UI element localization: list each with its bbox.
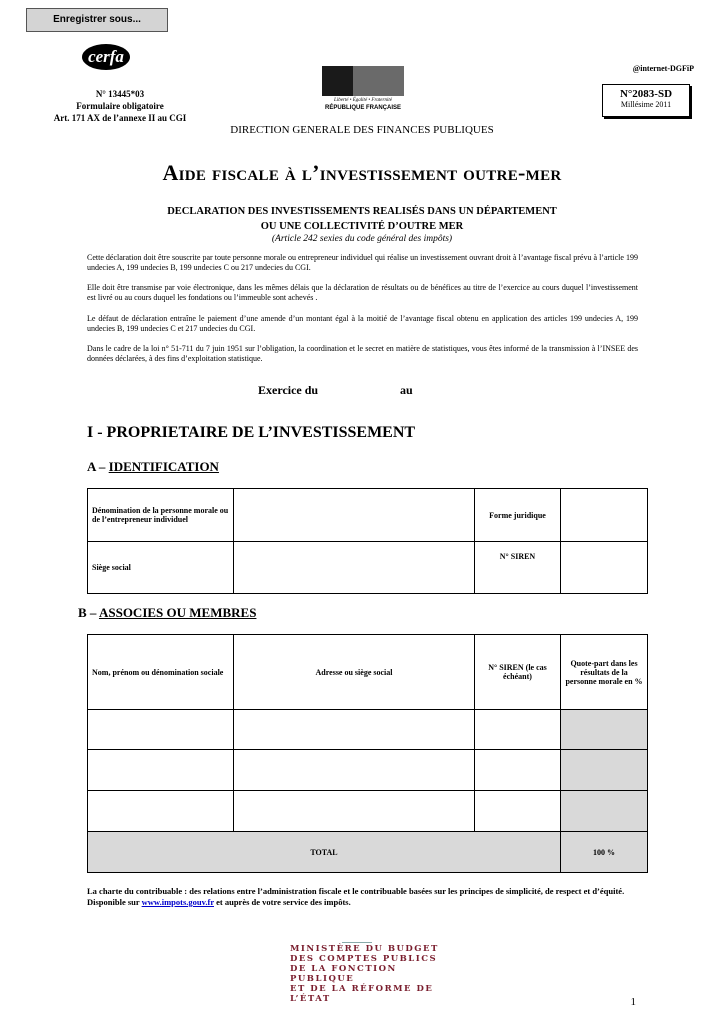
paragraph-1: Cette déclaration doit être souscrite par toute personne morale ou entrepreneur individuel qui réalise un investissement ouvrant droit à l’avantage fiscal prévu à l’article 199 undecies A, 199 undecies B, 199 undecies C ou 217 undecies du CGI. <box>87 253 638 272</box>
member-share-field[interactable] <box>561 710 648 750</box>
section-title: I - PROPRIETAIRE DE L’INVESTISSEMENT <box>87 424 416 441</box>
total-row <box>88 832 648 873</box>
member-siren-field[interactable] <box>475 750 561 791</box>
siren-label: N° SIREN <box>475 542 561 594</box>
member-address-field[interactable] <box>234 750 475 791</box>
member-share-field[interactable] <box>561 750 648 791</box>
members-table <box>87 634 648 873</box>
forme-field[interactable] <box>561 489 648 542</box>
header-share: Quote-part dans les résultats de la personne morale en % <box>561 635 648 710</box>
member-address-field[interactable] <box>234 710 475 750</box>
paragraph-3: Le défaut de déclaration entraîne le paiement d’une amende d’un montant égal à la moitié de l’avantage fiscal obtenu en application des articles 199 undecies A, 199 undecies B, 199 undecies C et 217 undecies du CGI. <box>87 314 638 333</box>
ministry-line-4: ET DE LA RÉFORME DE L’ÉTAT <box>290 984 434 1004</box>
republic-motto: Liberté • Égalité • Fraternité <box>334 98 392 103</box>
save-as-button[interactable]: Enregistrer sous... <box>26 8 168 32</box>
member-siren-field[interactable] <box>475 791 561 832</box>
paragraph-2: Elle doit être transmise par voie électronique, dans les mêmes délais que la déclaration de résultats ou de bénéfices au titre de l’exercice au cours duquel l’investissement est livré ou au cours duquel les fondations ou l’immeuble sont achevés . <box>87 283 638 302</box>
sd-number: N°2083-SD <box>619 88 673 100</box>
page-title: Aide fiscale à l’investissement outre-mer <box>162 160 562 185</box>
millesime: Millésime 2011 <box>620 100 672 109</box>
direction-title: DIRECTION GENERALE DES FINANCES PUBLIQUES <box>230 124 494 136</box>
member-name-field[interactable] <box>88 710 234 750</box>
member-share-field[interactable] <box>561 791 648 832</box>
internet-dgfip-label: @internet-DGFiP <box>632 64 694 73</box>
subtitle <box>0 204 724 234</box>
form-number: N° 13445*03 <box>95 89 145 99</box>
subsection-identification <box>87 459 219 475</box>
marianne-logo <box>322 66 404 116</box>
subsection-prefix: B – <box>78 605 99 620</box>
marianne-icon <box>322 66 404 96</box>
header-siren: N° SIREN (le cas échéant) <box>475 635 561 710</box>
subsection-members <box>78 605 256 621</box>
page-number: 1 <box>630 996 636 1008</box>
member-address-field[interactable] <box>234 791 475 832</box>
form-mandatory: Formulaire obligatoire <box>76 101 164 111</box>
charter-notice <box>87 886 647 908</box>
exercise-to-label: au <box>400 383 413 397</box>
denomination-field[interactable] <box>234 489 475 542</box>
republic-label: RÉPUBLIQUE FRANÇAISE <box>324 105 401 111</box>
member-siren-field[interactable] <box>475 710 561 750</box>
header-address: Adresse ou siège social <box>234 635 475 710</box>
ministry-line-3: DE LA FONCTION PUBLIQUE <box>290 964 397 984</box>
article-reference: (Article 242 sexies du code général des impôts) <box>271 234 453 244</box>
identification-table <box>87 488 648 594</box>
ministry-logo <box>272 924 444 1004</box>
paragraph-4: Dans le cadre de la loi n° 51-711 du 7 juin 1951 sur l’obligation, la coordination et le secret en matière de statistiques, vous êtes informé de la transmission à l’INSEE des données déclarées, à des fins d’exploitation statistique. <box>87 344 638 363</box>
denomination-label: Dénomination de la personne morale ou de l’entrepreneur individuel <box>88 489 234 542</box>
ministry-line-1: MINISTÈRE DU BUDGET <box>290 944 439 954</box>
subsection-prefix: A – <box>87 459 109 474</box>
impots-link[interactable]: www.impots.gouv.fr <box>141 897 214 907</box>
member-name-field[interactable] <box>88 750 234 791</box>
subtitle-line-2: OU UNE COLLECTIVITÉ D’OUTRE MER <box>260 221 464 232</box>
subtitle-line-1: DECLARATION DES INVESTISSEMENTS REALISÉS DANS UN DÉPARTEMENT <box>167 206 557 217</box>
member-name-field[interactable] <box>88 791 234 832</box>
subsection-label: ASSOCIES OU MEMBRES <box>98 605 257 620</box>
form-article: Art. 171 AX de l’annexe II au CGI <box>53 113 187 123</box>
cerfa-logo: cerfa <box>82 44 130 70</box>
subsection-label: IDENTIFICATION <box>108 459 219 474</box>
table-row <box>88 750 648 791</box>
table-row <box>88 791 648 832</box>
ministry-line-2: DES COMPTES PUBLICS <box>290 954 438 964</box>
table-row <box>88 710 648 750</box>
siege-field[interactable] <box>234 542 475 594</box>
charter-text: La charte du contribuable : des relations entre l’administration fiscale et le contribuable basées sur les principes de simplicité, de respect et d’équité. Disponible sur <box>87 886 625 907</box>
form-id-box <box>602 84 690 117</box>
ministry-emblem-icon <box>342 924 372 943</box>
forme-label: Forme juridique <box>475 489 561 542</box>
exercise-label: Exercice du <box>258 383 319 397</box>
siren-field[interactable] <box>561 542 648 594</box>
ministry-name <box>290 944 444 1004</box>
siege-label: Siège social <box>88 542 234 594</box>
charter-end: et auprès de votre service des impôts. <box>213 897 351 907</box>
header-name: Nom, prénom ou dénomination sociale <box>88 635 234 710</box>
total-value: 100 % <box>561 832 648 873</box>
form-reference <box>30 88 210 124</box>
total-label: TOTAL <box>88 832 561 873</box>
